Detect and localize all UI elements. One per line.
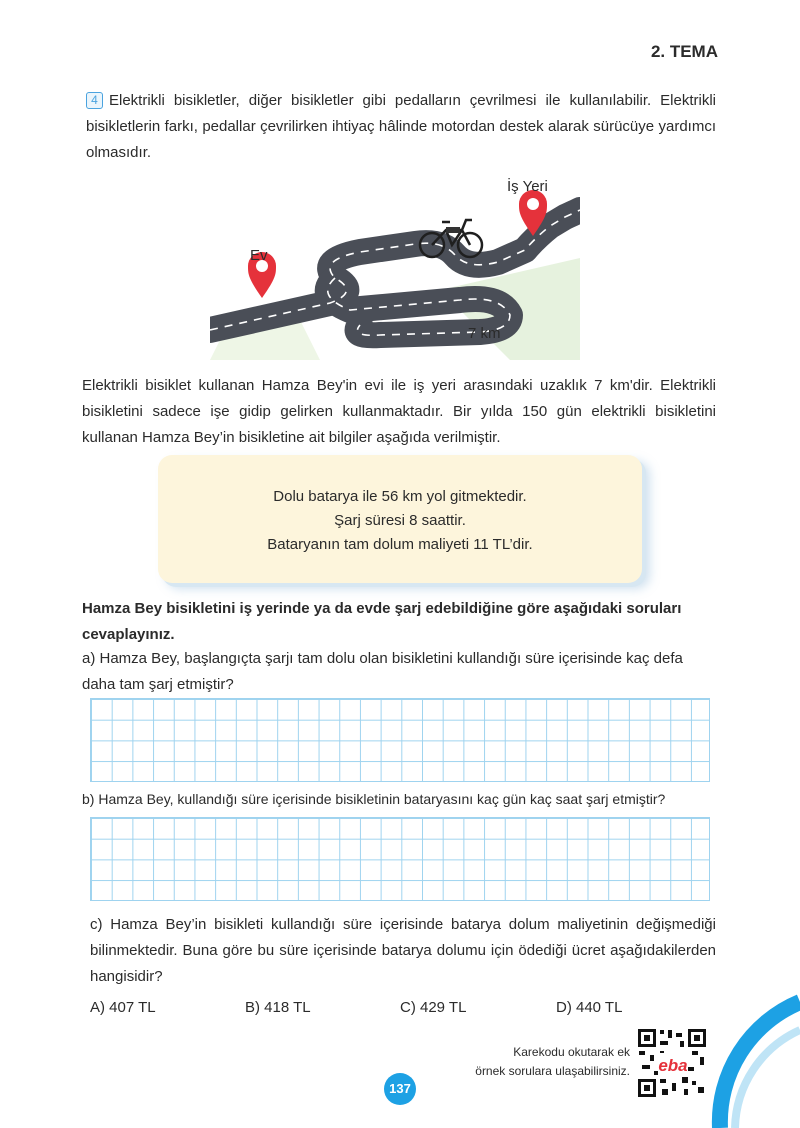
question-c: c) Hamza Bey’in bisikleti kullandığı süre içerisinde batarya dolum maliyetinin değişmediği bilinmektedir. Buna göre bu süre içerisinde batarya dolumu için ödediği ücret aşağıdakilerden hangisidir?: [90, 916, 716, 985]
question-b: b) Hamza Bey, kullandığı süre içerisinde bisikletinin bataryasını kaç gün kaç saat şarj etmiştir?: [82, 791, 666, 807]
choice-a[interactable]: A) 407 TL: [90, 999, 156, 1016]
eba-logo: eba: [658, 1056, 688, 1075]
road-map-drawing: [210, 170, 580, 360]
problem-paragraph: Elektrikli bisiklet kullanan Hamza Bey'in evi ile iş yeri arasındaki uzaklık 7 km'dir. Elektrikli bisikletini sadece işe gidip gelirken kullanmaktadır. Bir yılda 150 gün elektrikli bisikletini kullanan Hamza Bey’in bisikletine ait bilgiler aşağıda verilmiştir.: [82, 377, 716, 446]
qr-code-icon: [636, 1027, 708, 1099]
qr-caption: [430, 1043, 630, 1081]
intro-paragraph: [86, 88, 716, 166]
info-line: Bataryanın tam dolum maliyeti 11 TL’dir.: [267, 536, 533, 553]
distance-label: 7 km: [468, 325, 501, 342]
choice-b[interactable]: B) 418 TL: [245, 999, 311, 1016]
page-number: 137: [384, 1073, 416, 1105]
home-label: Ev: [250, 247, 268, 264]
qr-code[interactable]: [636, 1027, 708, 1099]
workplace-label: İş Yeri: [507, 178, 548, 195]
qr-caption-line: Karekodu okutarak ek: [513, 1045, 630, 1059]
answer-grid-a[interactable]: [90, 698, 710, 782]
qr-caption-line: örnek sorulara ulaşabilirsiniz.: [475, 1064, 630, 1078]
info-line: Şarj süresi 8 saattir.: [334, 512, 466, 529]
choice-d[interactable]: D) 440 TL: [556, 999, 623, 1016]
choice-c[interactable]: C) 429 TL: [400, 999, 467, 1016]
question-number-badge: 4: [86, 92, 103, 109]
question-a: a) Hamza Bey, başlangıçta şarjı tam dolu olan bisikletini kullandığı süre içerisinde kaç defa daha tam şarj etmiştir?: [82, 650, 683, 693]
theme-heading: 2. TEMA: [650, 42, 718, 61]
info-line: Dolu batarya ile 56 km yol gitmektedir.: [273, 488, 527, 505]
intro-text: Elektrikli bisikletler, diğer bisikletler gibi pedalların çevrilmesi ile kullanılabilir. Elektrikli bisikletlerin farkı, pedallar çevrilirken ihtiyaç hâlinde motordan destek alarak sürücüye yardımcı olmasıdır.: [86, 92, 716, 161]
instruction-text: Hamza Bey bisikletini iş yerinde ya da evde şarj edebildiğine göre aşağıdaki soruları cevaplayınız.: [82, 600, 682, 643]
info-box: [158, 455, 642, 583]
road-illustration: [210, 170, 580, 360]
answer-grid-b[interactable]: [90, 817, 710, 901]
